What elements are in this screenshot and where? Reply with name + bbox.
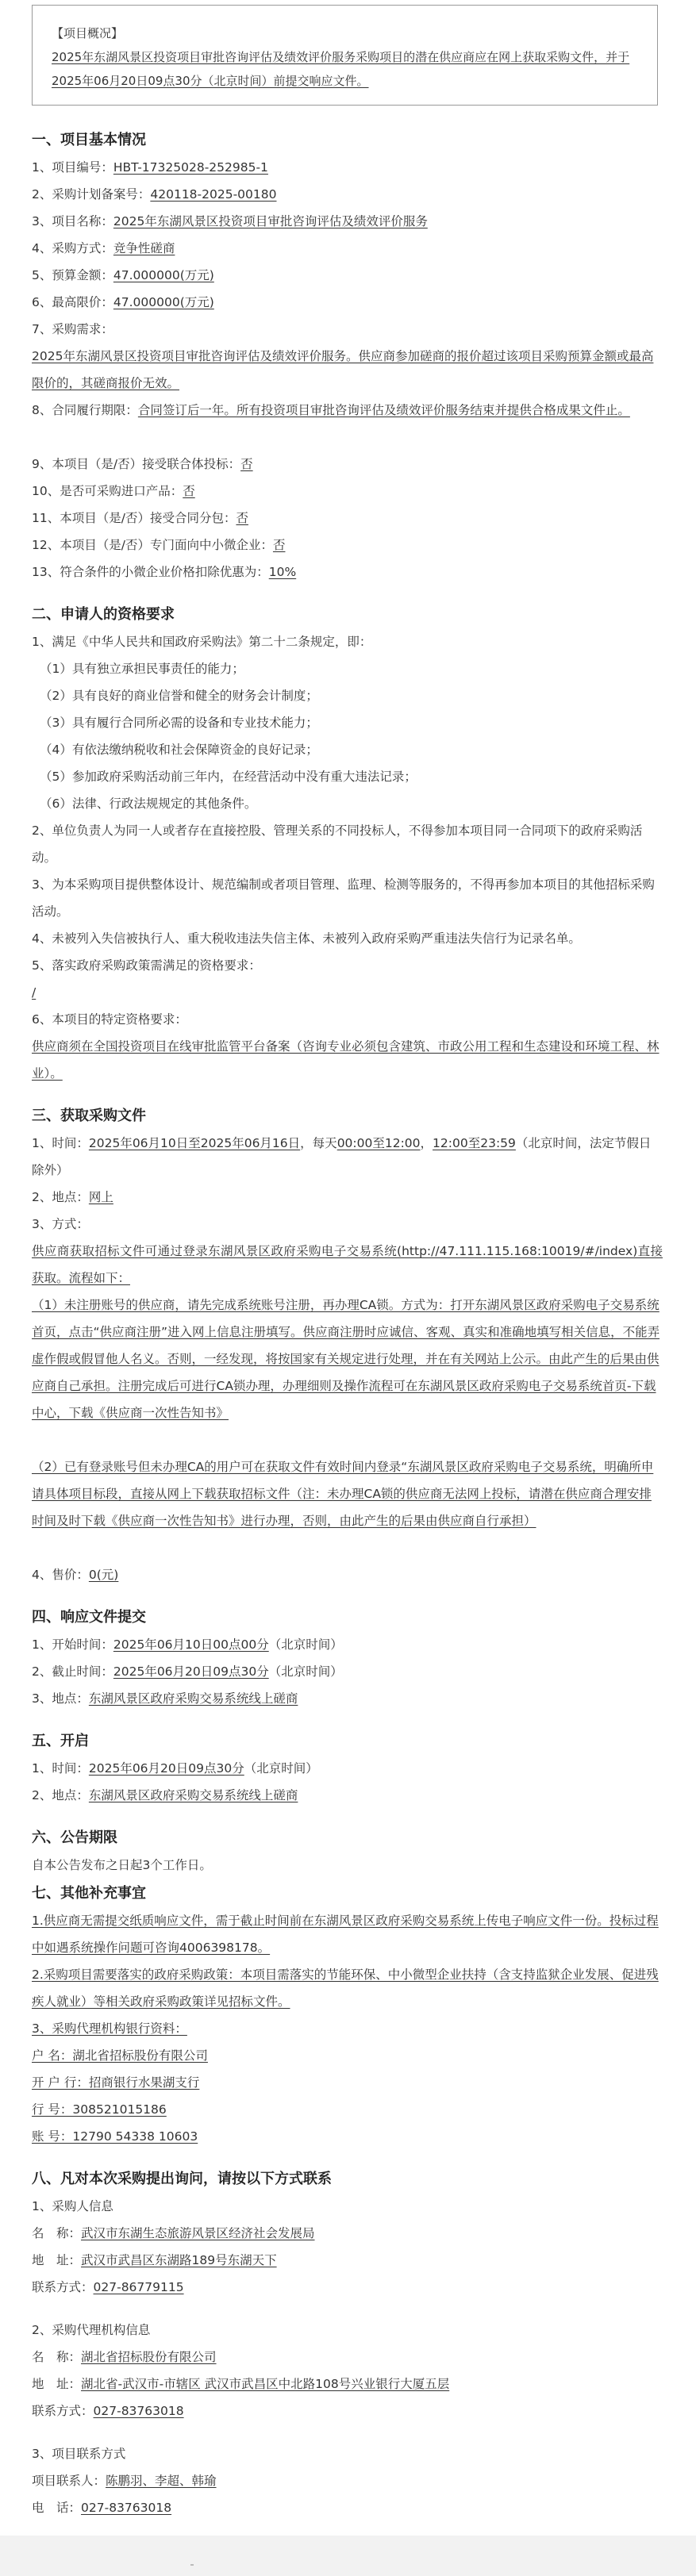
qual-5: 5、落实政府采购政策需满足的资格要求： [32,958,261,973]
text: ， [420,1136,433,1150]
price-value: 0(元) [88,1568,119,1582]
label: 名 称： [32,2226,82,2240]
label: 地 址： [32,2253,82,2267]
qual-1-item-5: （5）参加政府采购活动前三年内，在经营活动中没有重大违法记录； [40,770,417,784]
obtain-method-text: 供应商获取招标文件可通过登录东湖风景区政府采购电子交易系统(http://47.111.115.168:10019/#/index)直接获取。流程如下： [32,1244,663,1285]
qual-6: 6、本项目的特定资格要求： [32,1012,187,1027]
project-contact-persons: 陈鹏羽、李超、韩瑜 [106,2474,217,2488]
agency-phone: 027-83763018 [93,2404,184,2418]
submit-end-time: 2025年06月20日09点30分 [113,1664,269,1679]
label: 13、符合条件的小微企业价格扣除优惠为： [32,565,269,579]
section-7-title: 七、其他补充事宜 [32,1885,146,1902]
label: 1、项目编号： [32,160,113,175]
procurement-method: 竞争性磋商 [113,241,175,255]
sme-line [32,532,667,559]
obtain-place: 网上 [88,1190,113,1204]
label: 联系方式： [32,2404,94,2418]
max-price-line [32,289,667,316]
purchaser-address: 武汉市武昌区东湖路189号东湖天下 [81,2253,277,2267]
section-4-title: 四、响应文件提交 [32,1609,146,1626]
text: （北京时间） [268,1637,343,1652]
submit-place-line [32,1685,667,1712]
qual-1-item-1: （1）具有独立承担民事责任的能力； [40,662,244,676]
label: 9、本项目（是/否）接受联合体投标： [32,457,241,471]
agency-info-title: 2、采购代理机构信息 [32,2323,151,2337]
subcontract-value: 否 [236,511,248,525]
qual-1-item-4: （4）有依法缴纳税收和社会保障资金的良好记录； [40,743,318,757]
label: 2、地点： [32,1190,89,1204]
footer-mark [190,2564,194,2566]
qual-2: 2、单位负责人为同一人或者存在直接控股、管理关系的不同投标人，不得参加本项目同一合同项下的政府采购活动。 [32,823,643,865]
text: ，每天 [300,1136,337,1150]
project-number: HBT-17325028-252985-1 [113,160,268,175]
open-time: 2025年06月20日09点30分 [88,1761,244,1776]
price-line [32,1561,667,1588]
obtain-step-2: （2）已有登录账号但未办理CA的用户可在获取文件有效时间内登录“东湖风景区政府采购电子交易系统，明确所申请具体项目标段，直接从网上下载获取招标文件（注：未办理CA锁的供应商无法网上投标，请潜在供应商合理安排时间及时下载《供应商一次性告知书》进行办理，否则，由此产生的后果由供应商自行承担） [32,1460,654,1528]
label: 12、本项目（是/否）专门面向中小微企业： [32,538,273,552]
bank-account-name: 户 名：湖北省招标股份有限公司 [32,2048,208,2063]
notice-period: 自本公告发布之日起3个工作日。 [32,1858,212,1872]
project-number-line [32,154,667,181]
label: 5、预算金额： [32,268,113,282]
contract-term: 合同签订后一年。所有投资项目审批咨询评估及绩效评价服务结束并提供合格成果文件止。 [137,403,630,417]
procurement-method-line [32,235,667,262]
qual-1: 1、满足《中华人民共和国政府采购法》第二十二条规定，即： [32,635,372,649]
project-contact-line [32,2467,667,2494]
qual-4: 4、未被列入失信被执行人、重大税收违法失信主体、未被列入政府采购严重违法失信行为记录名单。 [32,931,581,946]
footer-bar [0,2536,696,2576]
submit-end-line [32,1658,667,1685]
label: 3、地点： [32,1691,89,1706]
obtain-method-label: 3、方式： [32,1217,89,1231]
label: 地 址： [32,2377,82,2391]
obtain-step-1: （1）未注册账号的供应商，请先完成系统账号注册，再办理CA锁。方式为：打开东湖风景区政府采购电子交易系统首页，点击“供应商注册”进入网上信息注册填写。供应商注册时应诚信、客观、真实和准确地填写相关信息，不能弄虚作假或假冒他人名义。否则，一经发现，将按国家有关规定进行处理，并在有关网站上公示。由此产生的后果由供应商自己承担。注册完成后可进行CA锁办理，办理细则及操作流程可在东湖风景区政府采购电子交易系统首页-下载中心，下载《供应商一次性告知书》 [32,1298,660,1420]
label: 2、截止时间： [32,1664,113,1679]
label: 3、项目名称： [32,214,113,228]
budget-amount: 47.000000(万元) [113,268,214,282]
agency-name: 湖北省招标股份有限公司 [81,2350,217,2364]
qual-3: 3、为本采购项目提供整体设计、规范编制或者项目管理、监理、检测等服务的，不得再参加本项目的其他招标采购活动。 [32,877,655,919]
project-name-line [32,208,667,235]
label: 名 称： [32,2350,82,2364]
project-name: 2025年东湖风景区投资项目审批咨询评估及绩效评价服务 [113,214,428,228]
supplement-1: 1.供应商无需提交纸质响应文件，需于截止时间前在东湖风景区政府采购交易系统上传电子响应文件一份。投标过程中如遇系统操作问题可咨询4006398178。 [32,1914,659,1955]
bank-code: 行 号：308521015186 [32,2102,167,2117]
text: （北京时间） [268,1664,343,1679]
label: 4、采购方式： [32,241,113,255]
label: 1、时间： [32,1136,89,1150]
label: 1、开始时间： [32,1637,113,1652]
qual-1-item-2: （2）具有良好的商业信誉和健全的财务会计制度； [40,689,318,703]
obtain-time-am: 00:00至12:00 [336,1136,421,1150]
bank-account-number: 账 号：12790 54338 10603 [32,2129,198,2144]
label: 2、采购计划备案号： [32,187,151,202]
text: （北京时间，法定节假日除外） [32,1136,652,1177]
sme-value: 否 [272,538,286,552]
import-line [32,478,667,505]
bank-name: 开 户 行：招商银行水果湖支行 [32,2075,200,2090]
agency-address: 湖北省-武汉市-市辖区 武汉市武昌区中北路108号兴业银行大厦五层 [81,2377,450,2391]
submit-start-line [32,1631,667,1658]
budget-line [32,262,667,289]
label: 8、合同履行期限： [32,403,138,417]
label: 联系方式： [32,2280,94,2294]
label: 10、是否可采购进口产品： [32,484,183,498]
consortium-value: 否 [240,457,253,471]
purchaser-phone: 027-86779115 [93,2280,184,2294]
label: 4、售价： [32,1568,89,1582]
text: （北京时间） [244,1761,318,1776]
section-2-title: 二、申请人的资格要求 [32,606,175,623]
plan-record-line [32,181,667,208]
supplement-2: 2.采购项目需要落实的政府采购政策：本项目需落实的节能环保、中小微型企业扶持（含支持监狱企业发展、促进残疾人就业）等相关政府采购政策详见招标文件。 [32,1968,659,2009]
requirements-text: 2025年东湖风景区投资项目审批咨询评估及绩效评价服务。供应商参加磋商的报价超过该项目采购预算金额或最高限价的，其磋商报价无效。 [32,349,654,390]
open-place-line [32,1782,667,1809]
label: 6、最高限价： [32,295,113,309]
plan-record-number: 420118-2025-00180 [150,187,277,202]
consortium-line [32,451,667,478]
obtain-time-pm: 12:00至23:59 [433,1136,516,1150]
label: 电 话： [32,2501,82,2515]
qual-5-value: / [32,985,37,1000]
agency-phone-line [32,2397,667,2424]
obtain-date-range: 2025年06月10日至2025年06月16日 [88,1136,301,1150]
label: 11、本项目（是/否）接受合同分包： [32,511,236,525]
project-contact-title: 3、项目联系方式 [32,2447,126,2461]
discount-value: 10% [268,565,297,579]
project-overview-box [32,5,658,106]
agency-address-line [32,2371,667,2397]
label: 2、地点： [32,1788,89,1802]
overview-body: 2025年东湖风景区投资项目审批咨询评估及绩效评价服务采购项目的潜在供应商应在网上获取采购文件，并于2025年06月20日09点30分（北京时间）前提交响应文件。 [52,50,630,88]
qual-1-item-6: （6）法律、行政法规规定的其他条件。 [40,797,257,811]
overview-title: 【项目概况】 [52,26,124,40]
project-phone: 027-83763018 [81,2501,172,2515]
agency-name-line [32,2344,667,2371]
open-place: 东湖风景区政府采购交易系统线上磋商 [88,1788,298,1802]
project-phone-line [32,2494,667,2521]
section-3-title: 三、获取采购文件 [32,1108,146,1124]
label: 项目联系人： [32,2474,106,2488]
purchaser-name-line [32,2220,667,2247]
requirements-label: 7、采购需求： [32,322,113,336]
bank-info-title: 3、采购代理机构银行资料： [32,2021,187,2036]
discount-line [32,559,667,585]
obtain-time-line [32,1130,663,1184]
section-8-title: 八、凡对本次采购提出询问，请按以下方式联系 [32,2171,332,2187]
qual-1-item-3: （3）具有履行合同所必需的设备和专业技术能力； [40,716,318,730]
import-value: 否 [183,484,195,498]
contract-term-line [32,397,663,424]
purchaser-address-line [32,2247,667,2274]
section-1-title: 一、项目基本情况 [32,132,146,148]
max-price: 47.000000(万元) [113,295,214,309]
purchaser-phone-line [32,2274,667,2301]
qual-6-value: 供应商须在全国投资项目在线审批监管平台备案（咨询专业必须包含建筑、市政公用工程和生态建设和环境工程、林业）。 [32,1039,659,1081]
section-6-title: 六、公告期限 [32,1829,117,1846]
submit-place: 东湖风景区政府采购交易系统线上磋商 [88,1691,298,1706]
submit-start-time: 2025年06月10日00点00分 [113,1637,269,1652]
subcontract-line [32,505,667,532]
obtain-place-line [32,1184,667,1211]
purchaser-name: 武汉市东湖生态旅游风景区经济社会发展局 [81,2226,315,2240]
section-5-title: 五、开启 [32,1733,89,1749]
label: 1、时间： [32,1761,89,1776]
purchaser-info-title: 1、采购人信息 [32,2199,113,2213]
open-time-line [32,1755,667,1782]
